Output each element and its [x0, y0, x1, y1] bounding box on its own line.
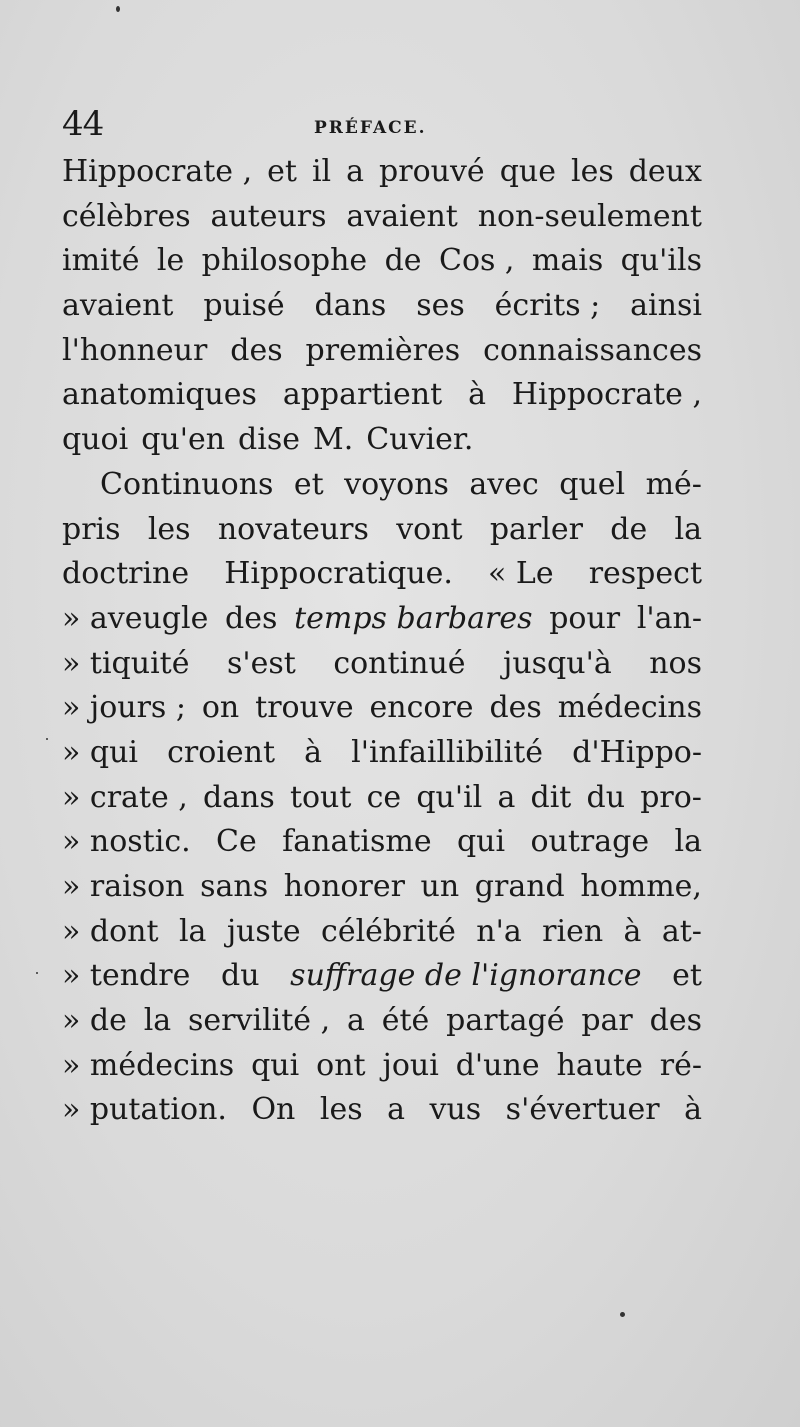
text-line [62, 999, 702, 1044]
word: rien [542, 913, 604, 949]
word: et [672, 958, 702, 994]
word: la [143, 1003, 172, 1039]
text-line [62, 150, 702, 195]
word: imité [62, 243, 140, 279]
word: a [387, 1092, 405, 1128]
word: » tendre [62, 958, 191, 994]
word: Ce [216, 824, 257, 860]
text-line [62, 552, 702, 597]
word: l'an- [636, 600, 702, 636]
word: et [293, 466, 324, 502]
word: temps barbares [294, 600, 533, 636]
word: vus [429, 1092, 482, 1128]
text-line [62, 910, 702, 955]
word: quoi [62, 422, 129, 458]
word: partagé [446, 1003, 565, 1039]
text-line [62, 954, 702, 999]
word: qui [456, 824, 506, 860]
word: on [201, 690, 240, 726]
word: » putation. [62, 1092, 227, 1128]
word: d'une [455, 1047, 540, 1083]
text-line [62, 865, 702, 910]
word: qu'il [416, 779, 483, 815]
word: » de [62, 1003, 127, 1039]
word: » tiquité [62, 645, 190, 681]
text-line [62, 597, 702, 642]
word: des [649, 1003, 702, 1039]
word: parler [489, 511, 583, 547]
word: auteurs [210, 198, 327, 234]
word: pro- [640, 779, 702, 815]
word: sans [200, 869, 269, 904]
word: ont [316, 1047, 366, 1083]
word: s'est [226, 645, 296, 681]
word: qu'ils [620, 243, 702, 279]
word: à [684, 1092, 702, 1128]
word: respect [588, 556, 702, 592]
word: ainsi [630, 288, 702, 324]
word: que [499, 154, 556, 189]
word: des [225, 600, 278, 636]
text-line [62, 686, 702, 731]
word: continué [333, 645, 466, 681]
word: s'évertuer [505, 1092, 660, 1128]
word: été [381, 1003, 430, 1039]
word: novateurs [217, 511, 369, 547]
word: Hippocratique. [224, 556, 453, 592]
body-text [62, 150, 702, 1133]
word: a [346, 1003, 365, 1039]
word: ré- [659, 1047, 702, 1083]
text-line [62, 820, 702, 865]
word: » dont [62, 913, 159, 949]
word: par [581, 1003, 633, 1039]
word: « Le [488, 556, 554, 592]
word: croient [167, 734, 276, 770]
word: l'honneur [62, 332, 208, 368]
word: du [586, 779, 626, 815]
text-line [62, 418, 702, 463]
word: n'a [476, 913, 522, 949]
word: homme, [580, 869, 702, 904]
word: dit [530, 779, 572, 815]
text-line [62, 642, 702, 687]
running-head: PRÉFACE. [314, 118, 427, 138]
word: qu'en [141, 422, 226, 458]
word: jusqu'à [503, 645, 612, 681]
text-line [62, 284, 702, 329]
text-line [62, 508, 702, 553]
word: des [230, 332, 283, 368]
word: honorer [283, 869, 405, 904]
word: dans [314, 288, 387, 324]
word: célébrité [321, 913, 456, 949]
word: un [420, 869, 460, 904]
word: et [267, 154, 297, 189]
word: les [147, 511, 191, 547]
text-line [62, 239, 702, 284]
word: » aveugle [62, 600, 209, 636]
word: il [311, 154, 332, 189]
word: On [251, 1092, 296, 1128]
word: puisé [203, 288, 285, 324]
word: des [489, 690, 542, 726]
word: à [623, 913, 642, 949]
page-header [62, 104, 702, 154]
word: vont [396, 511, 463, 547]
word: » médecins [62, 1047, 235, 1083]
text-line [62, 373, 702, 418]
word: prouvé [379, 154, 485, 189]
word: non-seulement [477, 198, 702, 234]
word: de [384, 243, 422, 279]
word: mé- [645, 466, 702, 502]
word: servilité , [188, 1003, 331, 1039]
word: célèbres [62, 198, 191, 234]
word: appartient [282, 377, 443, 413]
word: la [178, 913, 207, 949]
word: le [156, 243, 185, 279]
word: M. [313, 422, 354, 458]
word: » nostic. [62, 824, 191, 860]
text-line [62, 329, 702, 374]
word: » qui [62, 734, 139, 770]
word: avec [469, 466, 539, 502]
word: les [570, 154, 614, 189]
text-line [62, 731, 702, 776]
word: ce [366, 779, 402, 815]
text-line [62, 1088, 702, 1133]
text-line [62, 463, 702, 508]
word: Hippocrate , [62, 154, 253, 189]
word: pour [549, 600, 621, 636]
word: joui [382, 1047, 439, 1083]
word: anatomiques [62, 377, 257, 413]
word: Cuvier. [366, 422, 474, 458]
word: dans [202, 779, 275, 815]
word: fanatisme [282, 824, 432, 860]
word: à [468, 377, 486, 413]
word: » crate , [62, 779, 188, 815]
text-line [62, 195, 702, 240]
word: ses [416, 288, 465, 324]
word: at- [661, 913, 702, 949]
word: philosophe [201, 243, 368, 279]
word: quel [559, 466, 626, 502]
word: avaient [346, 198, 458, 234]
word: qui [251, 1047, 300, 1083]
word: d'Hippo- [572, 734, 702, 770]
word: connaissances [483, 332, 702, 368]
word: Cos , [438, 243, 515, 279]
word: Hippocrate , [511, 377, 702, 413]
word: de [610, 511, 648, 547]
word: suffrage de l'ignorance [290, 958, 642, 994]
word: grand [474, 869, 565, 904]
word: outrage [530, 824, 650, 860]
word: juste [226, 913, 301, 949]
word: voyons [344, 466, 449, 502]
word: l'infaillibilité [351, 734, 544, 770]
word: la [674, 824, 702, 860]
word: avaient [62, 288, 174, 324]
word: tout [289, 779, 352, 815]
word: à [304, 734, 323, 770]
word: » jours ; [62, 690, 186, 726]
word: deux [628, 154, 702, 189]
word: doctrine [62, 556, 190, 592]
word: Continuons [100, 466, 274, 502]
text-line [62, 1044, 702, 1089]
word: » raison [62, 869, 185, 904]
word: médecins [557, 690, 702, 726]
word: nos [649, 645, 702, 681]
word: encore [369, 690, 474, 726]
word: a [346, 154, 365, 189]
word: pris [62, 511, 121, 547]
text-line [62, 776, 702, 821]
word: a [497, 779, 516, 815]
word: écrits ; [494, 288, 601, 324]
word: la [674, 511, 702, 547]
word: dise [238, 422, 300, 458]
word: trouve [255, 690, 354, 726]
word: les [319, 1092, 363, 1128]
word: du [220, 958, 260, 994]
page-number: 44 [62, 104, 104, 144]
word: haute [556, 1047, 643, 1083]
word: mais [531, 243, 604, 279]
word: premières [305, 332, 461, 368]
